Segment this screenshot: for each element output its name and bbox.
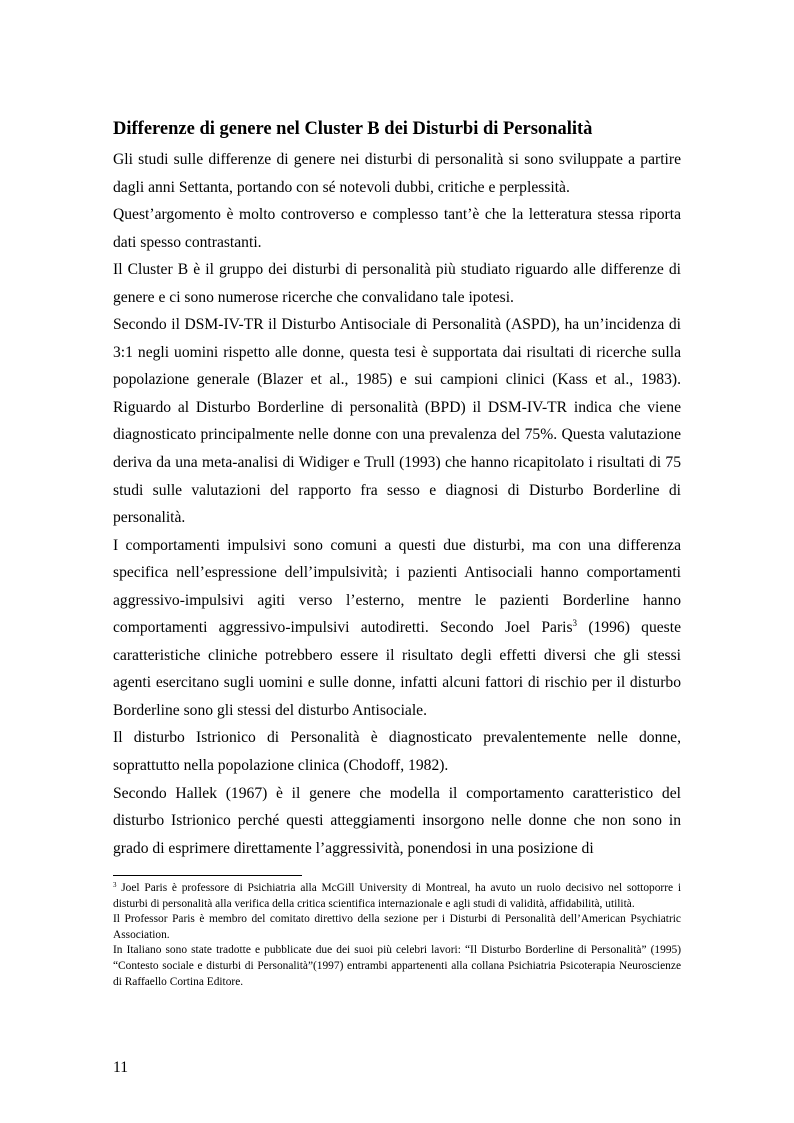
footnote-line-3: In Italiano sono state tradotte e pubblicate due dei suoi più celebri lavori: “Il Disturbo Borderline di Personalità” (1995) “Contesto sociale e disturbi di Personalità”(1997) entrambi appartenenti alla collana Psichiatria Psicoterapia Neuroscienze di Raffaello Cortina Editore.	[113, 944, 681, 988]
footnote-line-2: Il Professor Paris è membro del comitato direttivo della sezione per i Disturbi di Personalità dell’American Psychiatric Association.	[113, 913, 681, 941]
paragraph-2: Quest’argomento è molto controverso e complesso tant’è che la letteratura stessa riporta dati spesso contrastanti.	[113, 206, 681, 251]
footnote-separator	[113, 875, 302, 876]
page-number: 11	[113, 1059, 129, 1076]
paragraph-5-text-before: I comportamenti impulsivi sono comuni a questi due disturbi, ma con una differenza specifica nell’espressione dell’impulsività; i pazienti Antisociali hanno comportamenti aggressivo-impulsivi agiti verso l’esterno, mentre le pazienti Borderline hanno comportamenti aggressivo-impulsivi autodiretti. Secondo Joel Paris	[113, 536, 681, 637]
footnote-text-1: Joel Paris è professore di Psichiatria alla McGill University di Montreal, ha avuto un ruolo decisivo nel sottoporre i disturbi di personalità alla verifica della critica scientifica internazionale e agli studi di validità, affidabilità, utilità.	[113, 882, 681, 910]
paragraph-6: Il disturbo Istrionico di Personalità è diagnosticato prevalentemente nelle donne, soprattutto nella popolazione clinica (Chodoff, 1982).	[113, 729, 681, 775]
section-title: Differenze di genere nel Cluster B dei Disturbi di Personalità	[113, 119, 593, 139]
paragraph-3: Il Cluster B è il gruppo dei disturbi di personalità più studiato riguardo alle differenze di genere e ci sono numerose ricerche che convalidano tale ipotesi.	[113, 261, 681, 306]
paragraph-5-text-after: (1996) queste caratteristiche cliniche potrebbero essere il risultato degli effetti diversi che gli stessi agenti esercitano sugli uomini e sulle donne, infatti alcuni fattori di rischio per il disturbo Borderline sono gli stessi del disturbo Antisociale.	[113, 619, 681, 719]
footnote	[113, 881, 681, 990]
paragraph-4: Secondo il DSM-IV-TR il Disturbo Antisociale di Personalità (ASPD), ha un’incidenza di 3:1 negli uomini rispetto alle donne, questa tesi è supportata dai risultati di ricerche sulla popolazione generale (Blazer et al., 1985) e sui campioni clinici (Kass et al., 1983). Riguardo al Disturbo Borderline di personalità (BPD) il DSM-IV-TR indica che viene diagnosticato principalmente nelle donne con una prevalenza del 75%. Questa valutazione deriva da una meta-analisi di Widiger e Trull (1993) che hanno ricapitolato i risultati di 75 studi sulle valutazioni del rapporto fra sesso e diagnosi di Disturbo Borderline di personalità.	[113, 316, 681, 527]
paragraph-7: Secondo Hallek (1967) è il genere che modella il comportamento caratteristico del disturbo Istrionico perché questi atteggiamenti insorgono nelle donne che non sono in grado di esprimere direttamente l’aggressività, ponendosi in una posizione di	[113, 784, 681, 857]
body-text	[113, 146, 681, 862]
paragraph-5	[113, 532, 681, 725]
footnote-reference: 3	[572, 618, 578, 629]
footnote-line-1	[113, 881, 681, 912]
paragraph-1: Gli studi sulle differenze di genere nei disturbi di personalità si sono sviluppate a partire dagli anni Settanta, portando con sé notevoli dubbi, critiche e perplessità.	[113, 151, 681, 196]
footnote-marker: 3	[113, 881, 117, 889]
